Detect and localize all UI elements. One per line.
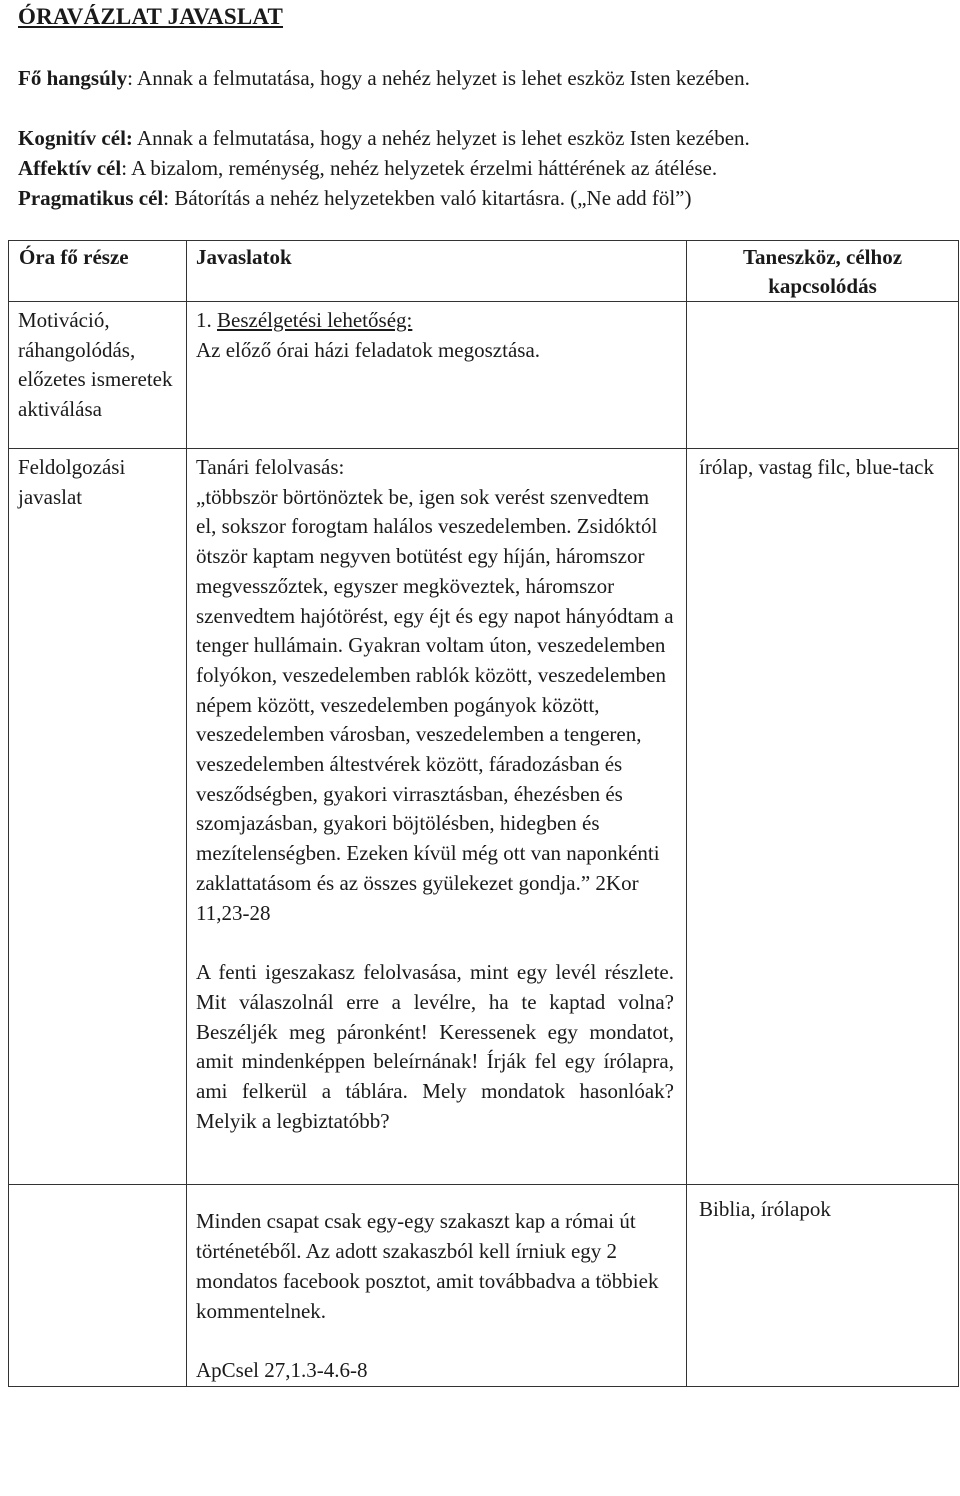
row3-part-cell xyxy=(9,1185,187,1387)
processing-tools-cell: írólap, vastag filc, blue-tack xyxy=(687,449,959,1185)
motivation-suggestion-cell xyxy=(187,302,687,449)
processing-part-cell: Feldolgozási javaslat xyxy=(9,449,187,1185)
affective-goal-line xyxy=(18,156,717,181)
reading-text: „többször börtönöztek be, igen sok verést szenvedtem el, sokszor forogtam halálos veszedelemben. Zsidóktól ötször kaptam negyven botütést egy híján, háromszor megvesszőztek, egyszer megköveztek, háromszor szenvedtem hajótörést, egy éjt és egy napot hányódtam a tenger hullámain. Gyakran voltam úton, veszedelemben folyókon, veszedelemben rablók között, veszedelemben népem között, veszedelemben pogányok között, veszedelemben városban, veszedelemben a tengeren, veszedelemben áltestvérek között, fáradozásban és vesződségben, gyakori virrasztásban, éhezésben és szomjazásban, gyakori böjtölésben, hidegben és mezítelenségben. Ezeken kívül még ott van naponkénti zaklattatásom és az összes gyülekezet gondja.” 2Kor 11,23-28 xyxy=(196,484,674,925)
table-row xyxy=(9,302,959,449)
affective-goal-text: : A bizalom, reménység, nehéz helyzetek érzelmi háttérének az átélése. xyxy=(121,156,718,180)
pragmatic-goal-label: Pragmatikus cél xyxy=(18,186,164,210)
motivation-part-cell: Motiváció, ráhangolódás, előzetes ismeretek aktiválása xyxy=(9,302,187,449)
table-row xyxy=(9,449,959,1185)
lesson-plan-table xyxy=(8,240,959,1387)
main-emphasis-text: : Annak a felmutatása, hogy a nehéz helyzet is lehet eszköz Isten kezében. xyxy=(127,66,750,90)
affective-goal-label: Affektív cél xyxy=(18,156,122,180)
row3-suggestion-cell xyxy=(187,1185,687,1387)
cognitive-goal-line xyxy=(18,126,750,151)
discussion-heading-text: Beszélgetési lehetőség: xyxy=(217,308,413,332)
letter-task-text: A fenti igeszakasz felolvasása, mint egy levél részlete. Mit válaszolnál erre a levélre, ha te kaptad volna? Beszéljék meg páronként! Keressenek egy mondatot, amit mindenképpen beleírnának! Írják fel egy írólapra, ami felkerül a táblára. Mely mondatok hasonlóak? Melyik a legbiztatóbb? xyxy=(196,960,674,1133)
facebook-task-text: Minden csapat csak egy-egy szakaszt kap a római út történetéből. Az adott szakaszból kell írniuk egy 2 mondatos facebook posztot, amit továbbadva a többiek kommentelnek. xyxy=(196,1209,659,1323)
main-emphasis-line xyxy=(18,66,750,91)
page-title: ÓRAVÁZLAT JAVASLAT xyxy=(18,4,284,29)
header-tools: Taneszköz, célhoz kapcsolódás xyxy=(687,241,959,302)
bible-reference: ApCsel 27,1.3-4.6-8 xyxy=(196,1358,368,1383)
pragmatic-goal-text: : Bátorítás a nehéz helyzetekben való kitartásra. („Ne add föl”) xyxy=(163,186,692,210)
cognitive-goal-text: Annak a felmutatása, hogy a nehéz helyzet is lehet eszköz Isten kezében. xyxy=(132,126,750,150)
pragmatic-goal-line xyxy=(18,186,692,211)
processing-suggestion-cell xyxy=(187,449,687,1185)
table-row xyxy=(9,1185,959,1387)
row3-tools-cell: Biblia, írólapok xyxy=(687,1185,959,1387)
header-suggestions: Javaslatok xyxy=(187,241,687,302)
discussion-text: Az előző órai házi feladatok megosztása. xyxy=(196,337,541,362)
motivation-tools-cell xyxy=(687,302,959,449)
header-lesson-part: Óra fő része xyxy=(9,241,187,302)
cognitive-goal-label: Kognitív cél: xyxy=(18,126,133,150)
main-emphasis-label: Fő hangsúly xyxy=(18,66,128,90)
table-header-row xyxy=(9,241,959,302)
discussion-number: 1. xyxy=(196,308,217,332)
reading-label: Tanári felolvasás: xyxy=(196,455,345,479)
discussion-heading xyxy=(196,306,674,336)
